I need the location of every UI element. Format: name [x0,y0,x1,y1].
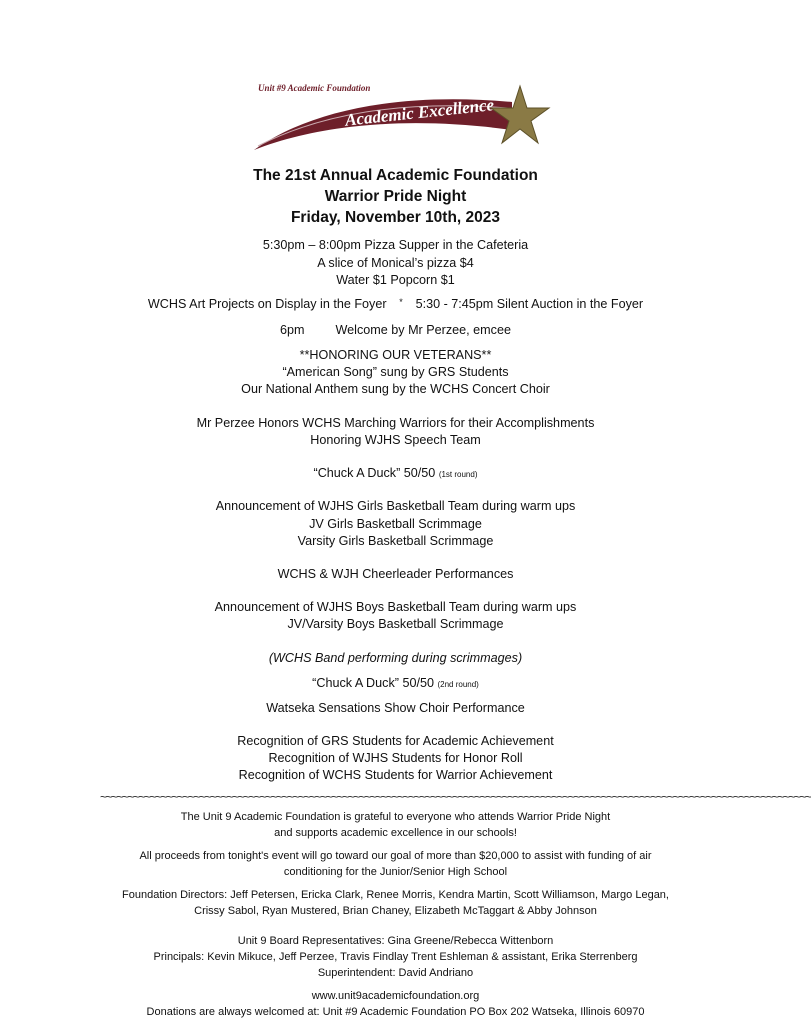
welcome-text: Welcome by Mr Perzee, emcee [335,323,511,337]
welcome-line [0,323,791,337]
logo-top-text: Unit #9 Academic Foundation [258,83,371,93]
event-date: Friday, November 10th, 2023 [290,209,501,226]
proceeds-line-2: conditioning for the Junior/Senior High School [283,866,508,878]
proceeds-line-1: All proceeds from tonight's event will go toward our goal of more than $20,000 to assist with funding of air [139,850,652,862]
grs-recognition: Recognition of GRS Students for Academic Achievement [237,734,554,748]
pizza-price: A slice of Monical’s pizza $4 [317,256,474,270]
event-name: Warrior Pride Night [324,188,467,205]
bullet-separator: * [399,297,403,307]
chuck-a-duck-1-round: (1st round) [438,470,478,479]
speech-team: Honoring WJHS Speech Team [310,433,481,447]
boys-announcement: Announcement of WJHS Boys Basketball Team during warm ups [214,600,577,614]
logo-banner-text: Academic Excellence [344,95,495,130]
chuck-a-duck-2-text: “Chuck A Duck” 50/50 [312,676,434,690]
directors-line-2: Crissy Sabol, Ryan Mustered, Brian Chaney, Elizabeth McTaggart & Abby Johnson [194,905,597,917]
national-anthem: Our National Anthem sung by the WCHS Concert Choir [241,382,550,396]
band-note: (WCHS Band performing during scrimmages) [268,651,523,665]
chuck-a-duck-2-round: (2nd round) [437,680,479,689]
jv-girls-scrimmage: JV Girls Basketball Scrimmage [309,517,482,531]
girls-announcement: Announcement of WJHS Girls Basketball Team during warm ups [215,499,576,513]
drink-prices: Water $1 Popcorn $1 [336,273,455,287]
donations-address: Donations are always welcomed at: Unit #9 Academic Foundation PO Box 202 Watseka, Illinois 60970 [146,1006,645,1018]
principals: Principals: Kevin Mikuce, Jeff Perzee, Travis Findlay Trent Eshleman & assistant, Erika Sterrenberg [153,951,638,963]
wjhs-recognition: Recognition of WJHS Students for Honor Roll [268,751,523,765]
chuck-a-duck-2 [0,676,791,690]
directors-line-1: Foundation Directors: Jeff Petersen, Ericka Clark, Renee Morris, Kendra Martin, Scott Williamson, Margo Legan, [122,889,669,901]
silent-auction: 5:30 - 7:45pm Silent Auction in the Foyer [415,297,644,311]
veterans-heading: **HONORING OUR VETERANS** [299,348,492,362]
welcome-time: 6pm [280,323,305,337]
academic-excellence-logo [250,80,550,160]
superintendent: Superintendent: David Andriano [317,967,474,979]
foyer-line [0,297,791,311]
thanks-line-1: The Unit 9 Academic Foundation is grateful to everyone who attends Warrior Pride Night [180,811,611,823]
wchs-recognition: Recognition of WCHS Students for Warrior Achievement [238,768,553,782]
marching-warriors: Mr Perzee Honors WCHS Marching Warriors for their Accomplishments [196,416,595,430]
varsity-girls-scrimmage: Varsity Girls Basketball Scrimmage [297,534,494,548]
art-display: WCHS Art Projects on Display in the Foyer [147,297,387,311]
thanks-line-2: and supports academic excellence in our schools! [274,827,517,839]
show-choir: Watseka Sensations Show Choir Performance [266,701,525,715]
cheerleader-performances: WCHS & WJH Cheerleader Performances [277,567,514,581]
chuck-a-duck-1-text: “Chuck A Duck” 50/50 [313,466,436,480]
chuck-a-duck-1 [0,466,791,480]
boys-scrimmage: JV/Varsity Boys Basketball Scrimmage [287,617,504,631]
supper-time: 5:30pm – 8:00pm Pizza Supper in the Cafeteria [262,238,529,252]
board-representatives: Unit 9 Board Representatives: Gina Greene/Rebecca Wittenborn [237,935,554,947]
event-title: The 21st Annual Academic Foundation [253,167,538,184]
tilde-divider: ~~~~~~~~~~~~~~~~~~~~~~~~~~~~~~~~~~~~~~~~~~~~~~~~~~~~~~~~~~~~~~~~~~~~~~~~~~~~~~~~~~~~~~~~~~~~~~~~~~~~~~~~~~~~~~~~~~~~~~~~~~~~~~~~~ [100,790,811,804]
star-icon [491,86,549,143]
website-link[interactable]: www.unit9academicfoundation.org [311,990,480,1002]
american-song: “American Song” sung by GRS Students [282,365,509,379]
